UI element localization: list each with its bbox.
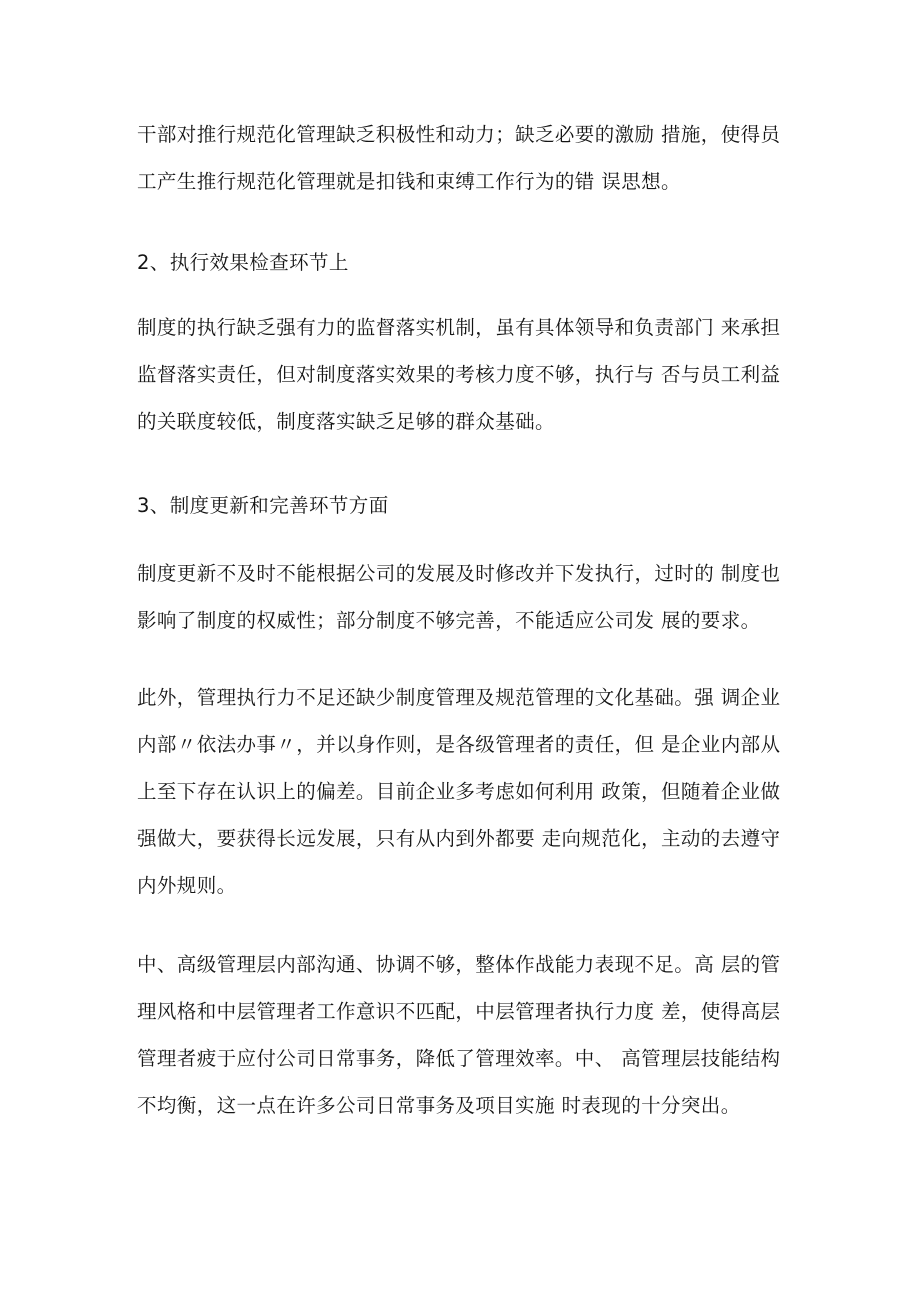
text-line: 理风格和中层管理者工作意识不匹配，中层管理者执行力度 差，使得高层 [137,1000,781,1023]
paragraph-system-update [137,550,787,644]
section-heading-execution-check: 2、执行效果检查环节上 [137,251,349,274]
text-line: 制度更新不及时不能根据公司的发展及时修改并下发执行，过时的 制度也 [137,562,781,585]
text-line: 内部〃依法办事〃，并以身作则，是各级管理者的责任，但 是企业内部从 [137,733,781,756]
text-line: 内外规则。 [137,874,237,897]
paragraph-management-communication [137,941,787,1129]
text-line: 的关联度较低，制度落实缺乏足够的群众基础。 [137,410,555,433]
paragraph-supervision [137,304,787,445]
text-line: 工产生推行规范化管理就是扣钱和束缚工作行为的错 误思想。 [137,170,681,193]
text-line: 影响了制度的权威性；部分制度不够完善，不能适应公司发 展的要求。 [137,609,761,632]
text-line: 监督落实责任，但对制度落实效果的考核力度不够，执行与 否与员工利益 [137,363,781,386]
text-line: 此外，管理执行力不足还缺少制度管理及规范管理的文化基础。强 调企业 [137,686,781,709]
text-line: 制度的执行缺乏强有力的监督落实机制，虽有具体领导和负责部门 来承担 [137,316,781,339]
text-line: 上至下存在认识上的偏差。目前企业多考虑如何利用 政策，但随着企业做 [137,780,781,803]
text-line: 强做大，要获得长远发展，只有从内到外都要 走向规范化，主动的去遵守 [137,827,781,850]
text-line: 不均衡，这一点在许多公司日常事务及项目实施 时表现的十分突出。 [137,1094,741,1117]
text-line: 管理者疲于应付公司日常事务，降低了管理效率。中、 高管理层技能结构 [137,1047,781,1070]
section-heading-update-improvement: 3、制度更新和完善环节方面 [137,494,389,517]
text-line: 中、高级管理层内部沟通、协调不够，整体作战能力表现不足。高 层的管 [137,953,781,976]
paragraph-culture-foundation [137,674,787,909]
paragraph-incentive [137,111,787,205]
text-line: 干部对推行规范化管理缺乏积极性和动力；缺乏必要的激励 措施，使得员 [137,123,781,146]
